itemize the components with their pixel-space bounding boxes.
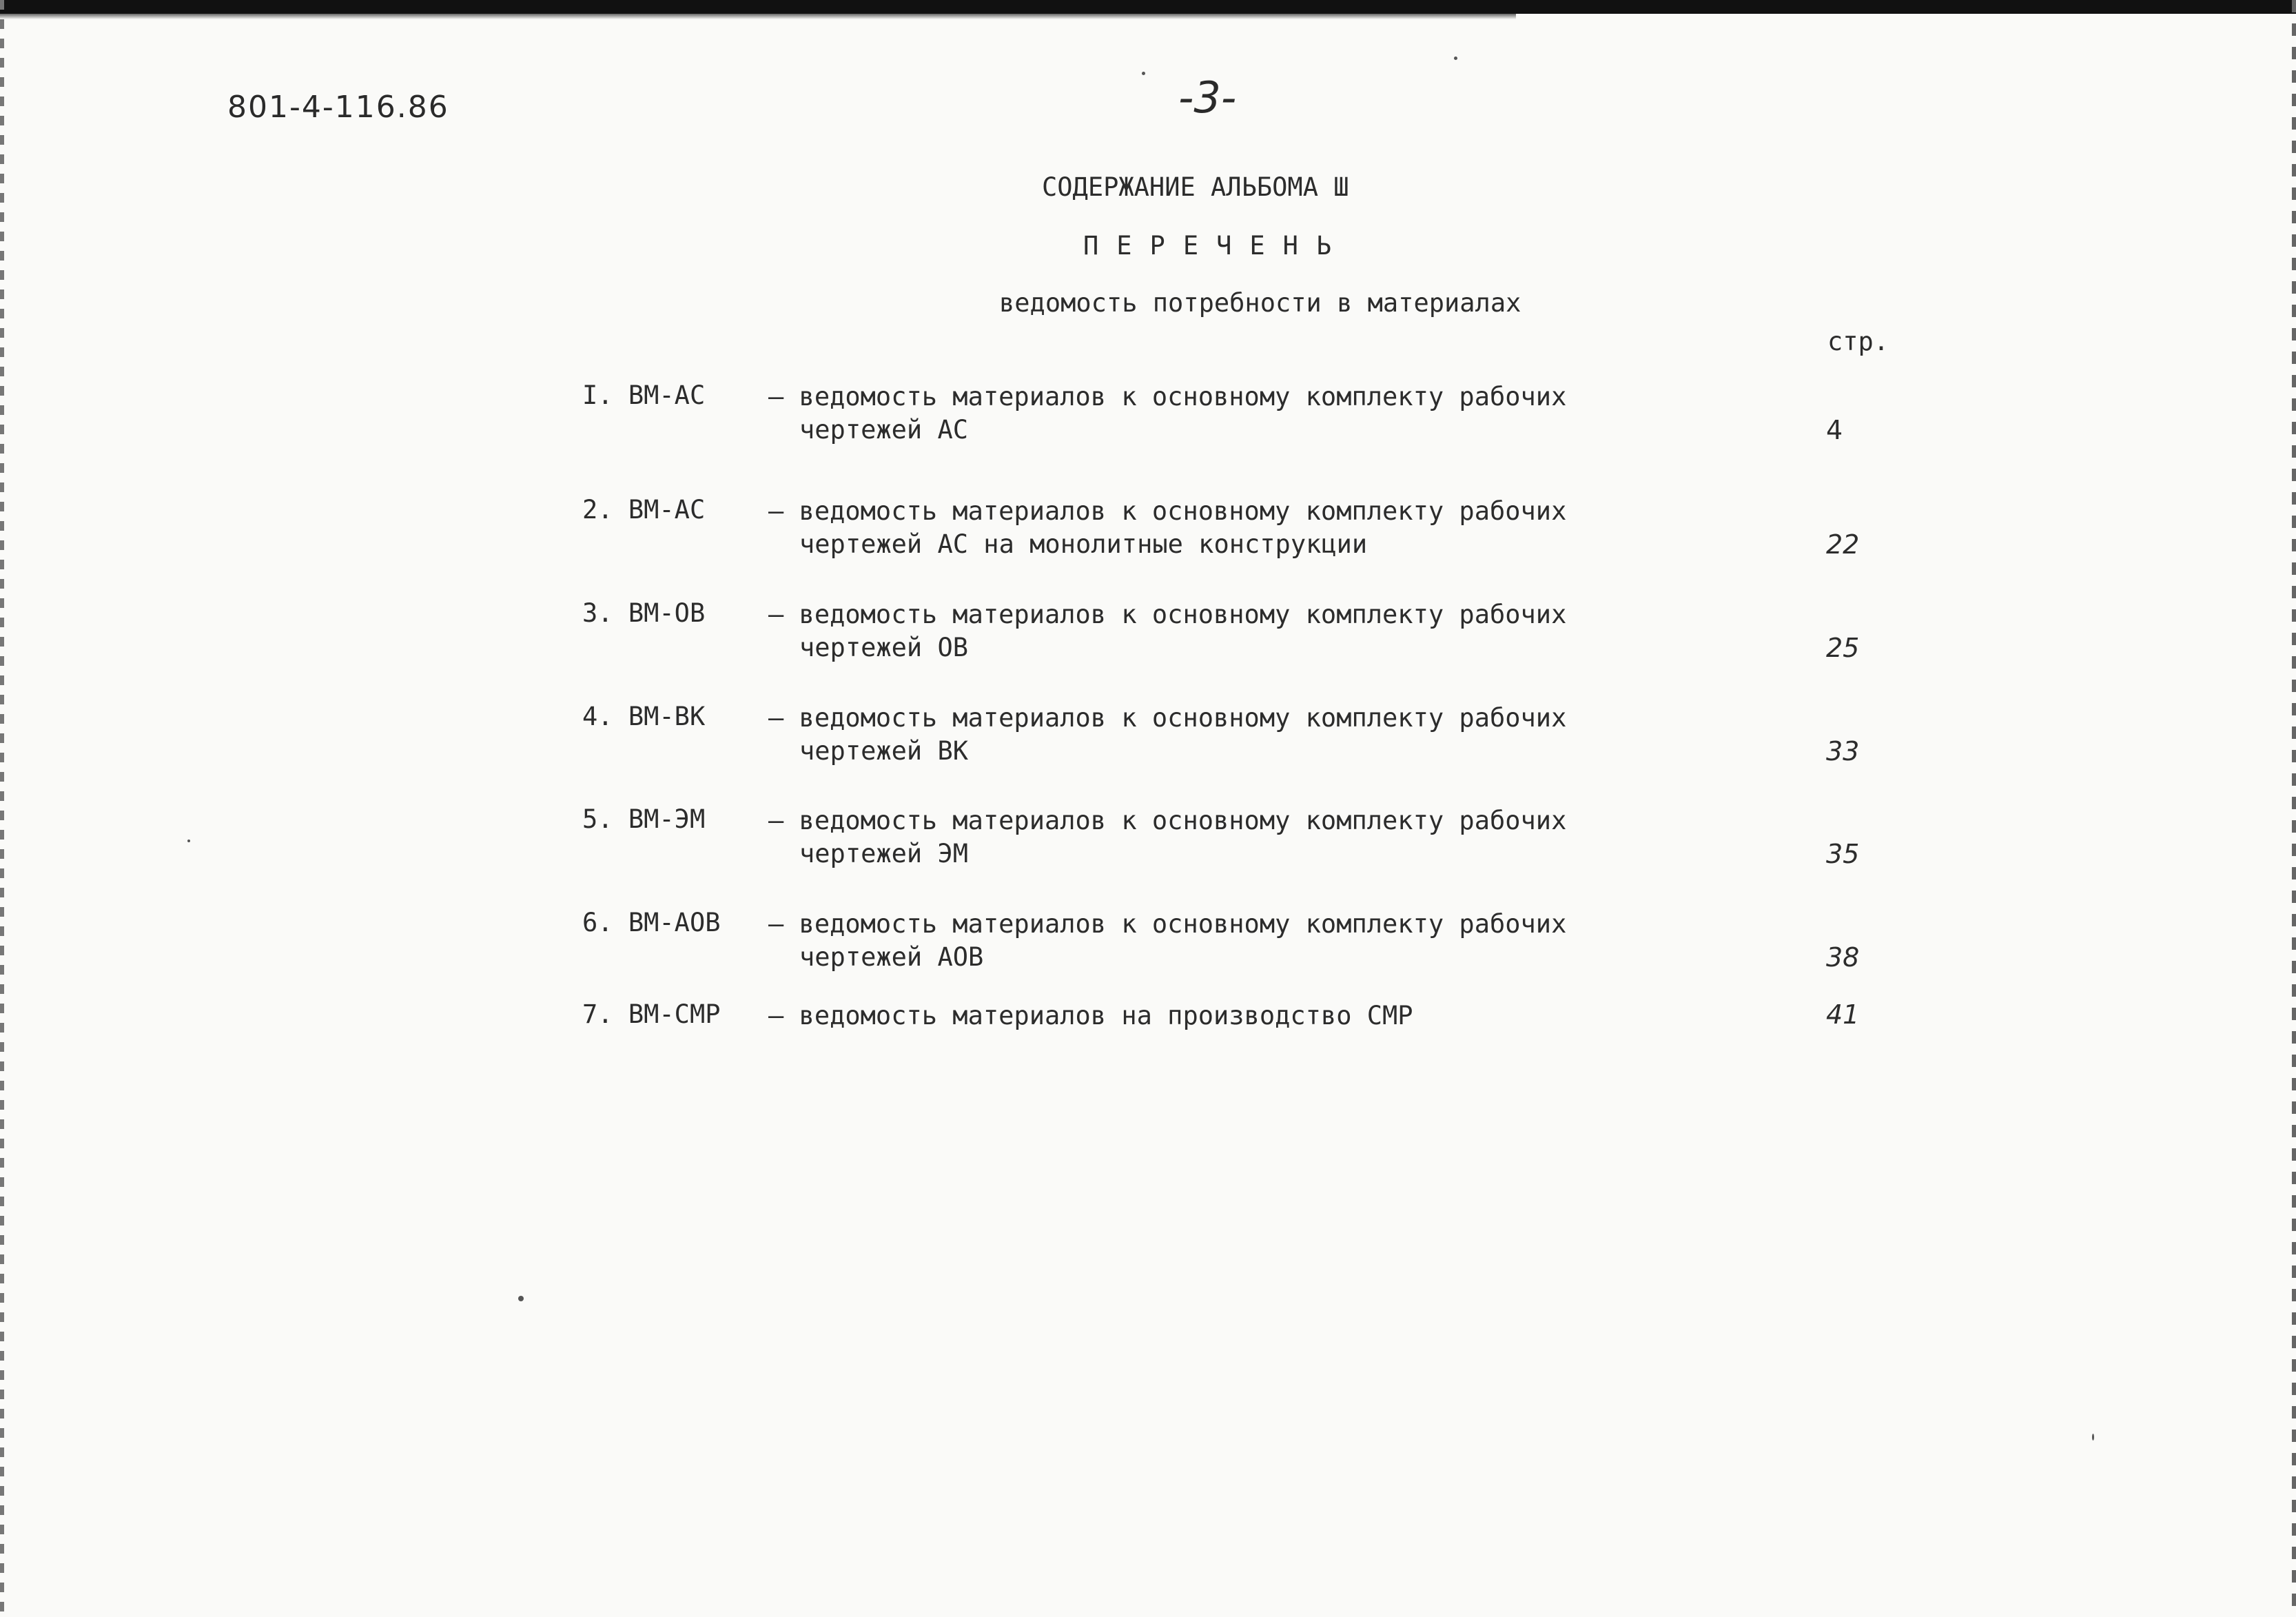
item-description-line2: чертежей АС на монолитные конструкции	[799, 529, 1368, 559]
item-code: ВМ-АС	[628, 495, 706, 525]
item-code: ВМ-СМР	[628, 999, 721, 1029]
item-code: ВМ-ВК	[628, 702, 706, 731]
item-page: 38	[1826, 942, 1860, 973]
item-number-code	[582, 999, 721, 1029]
item-description-line2: чертежей ВК	[799, 736, 969, 766]
scan-speck	[1142, 72, 1145, 75]
item-description-line2: чертежей АС	[799, 415, 969, 445]
item-description	[768, 999, 1413, 1033]
item-description	[768, 598, 1566, 664]
page-number: -3-	[1178, 72, 1237, 123]
item-number: I.	[582, 380, 613, 410]
scan-speck	[2092, 1434, 2094, 1441]
item-number-code	[582, 598, 705, 628]
item-number: 6.	[582, 908, 613, 937]
item-description-line2: чертежей ЭМ	[799, 839, 969, 868]
item-code: ВМ-АС	[628, 380, 706, 410]
scan-left-edge	[0, 0, 4, 1617]
item-number: 5.	[582, 804, 613, 834]
item-description-line2: чертежей АОВ	[799, 942, 984, 972]
item-page: 22	[1826, 529, 1860, 560]
item-number: 3.	[582, 598, 613, 628]
item-page: 41	[1826, 999, 1860, 1030]
item-description	[768, 380, 1566, 447]
item-code: ВМ-ЭМ	[628, 804, 706, 834]
item-number-code	[582, 495, 705, 525]
item-description-line1: – ведомость материалов к основному комплекту рабочих	[768, 909, 1567, 939]
item-code: ВМ-АОВ	[628, 908, 721, 937]
album-contents-heading: СОДЕРЖАНИЕ АЛЬБОМА Ш	[1042, 172, 1349, 202]
item-description-line1: – ведомость материалов к основному комплекту рабочих	[768, 496, 1567, 526]
scan-right-edge	[2292, 0, 2296, 1617]
page-column-label: стр.	[1827, 327, 1889, 356]
item-description-line2: чертежей ОВ	[799, 633, 969, 662]
item-description-line1: – ведомость материалов к основному комплекту рабочих	[768, 382, 1567, 411]
item-number-code	[582, 804, 705, 834]
item-number-code	[582, 702, 705, 731]
item-page: 25	[1826, 633, 1860, 663]
scan-top-edge	[0, 0, 2296, 14]
item-number-code	[582, 380, 705, 410]
item-page: 35	[1826, 839, 1860, 869]
item-description-line1: – ведомость материалов на производство СМР	[768, 1001, 1413, 1030]
item-page: 4	[1826, 415, 1843, 445]
item-number-code	[582, 908, 721, 937]
list-title: ПЕРЕЧЕНЬ	[1083, 231, 1350, 261]
item-code: ВМ-ОВ	[628, 598, 706, 628]
list-subtitle: ведомость потребности в материалах	[999, 288, 1521, 318]
item-page: 33	[1826, 736, 1860, 766]
scan-speck	[1454, 57, 1457, 60]
scan-speck	[187, 840, 190, 842]
item-number: 4.	[582, 702, 613, 731]
item-description	[768, 702, 1566, 768]
item-description-line1: – ведомость материалов к основному комплекту рабочих	[768, 600, 1567, 629]
item-description	[768, 495, 1566, 561]
item-description-line1: – ведомость материалов к основному комплекту рабочих	[768, 703, 1567, 733]
scan-speck	[518, 1296, 524, 1301]
item-number: 2.	[582, 495, 613, 525]
document-number: 801-4-116.86	[227, 90, 449, 125]
item-description	[768, 804, 1566, 871]
scan-top-shadow	[0, 12, 1516, 19]
item-number: 7.	[582, 999, 613, 1029]
item-description	[768, 908, 1566, 974]
item-description-line1: – ведомость материалов к основному комплекту рабочих	[768, 806, 1567, 835]
